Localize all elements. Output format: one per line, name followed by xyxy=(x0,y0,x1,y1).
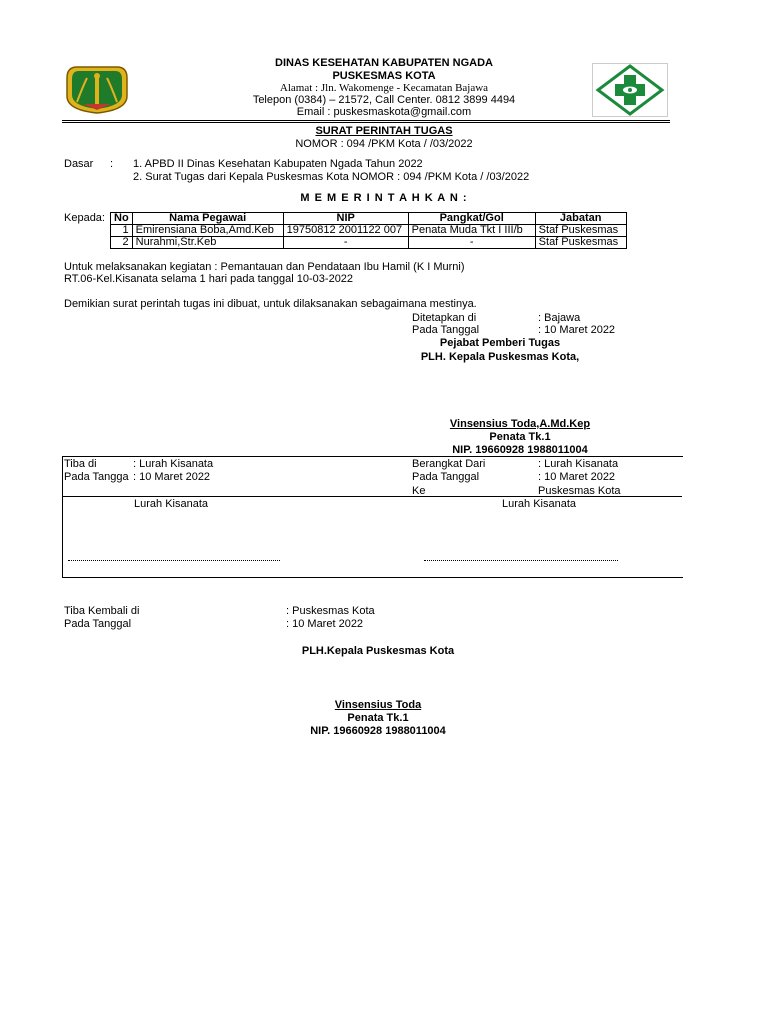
left-signature-line xyxy=(68,560,280,561)
closing-statement: Demikian surat perintah tugas ini dibuat, untuk dilaksanakan sebagaimana mestinya. xyxy=(64,298,477,310)
right-signatory: Lurah Kisanata xyxy=(502,498,576,510)
right-signature-line xyxy=(424,560,618,561)
destination-label: Ke xyxy=(412,485,426,497)
departure-label: Berangkat Dari xyxy=(412,458,486,470)
departure-value: : Lurah Kisanata xyxy=(538,458,619,470)
return-signer-name: Vinsensius Toda xyxy=(334,699,422,711)
arrival-label: Tiba di xyxy=(64,458,97,470)
puskesmas-logo xyxy=(592,63,668,117)
purpose-line-2: RT.06-Kel.Kisanata selama 1 hari pada tanggal 10-03-2022 xyxy=(64,273,354,285)
dasar-item-2: 2. Surat Tugas dari Kepala Puskesmas Kota NOMOR : 094 /PKM Kota / /03/2022 xyxy=(133,171,530,183)
purpose-line-1: Untuk melaksanakan kegiatan : Pemantauan dan Pendataan Ibu Hamil (K I Murni) xyxy=(64,261,465,273)
staff-table xyxy=(110,212,627,249)
signer-rank: Penata Tk.1 xyxy=(489,431,551,443)
table-row xyxy=(111,225,627,237)
memerintahkan-heading: M E M E R I N T A H K A N : xyxy=(300,192,468,204)
return-signer-nip: NIP. 19660928 1988011004 xyxy=(310,725,446,737)
dasar-colon: : xyxy=(110,158,114,170)
col-header-rank: Pangkat/Gol xyxy=(408,213,535,225)
signer-nip: NIP. 19660928 1988011004 xyxy=(452,444,588,456)
table-row xyxy=(111,237,627,249)
destination-value: Puskesmas Kota xyxy=(538,485,621,497)
official-role: PLH. Kepala Puskesmas Kota, xyxy=(420,351,580,363)
col-header-name: Nama Pegawai xyxy=(132,213,283,225)
cell-name: Nurahmi,Str.Keb xyxy=(132,237,283,249)
email-line: Email : puskesmaskota@gmail.com xyxy=(296,106,472,118)
letterhead-divider xyxy=(62,120,670,121)
signer-name: Vinsensius Toda,A.Md.Kep xyxy=(449,418,591,430)
ngada-emblem-logo xyxy=(63,64,131,114)
return-date-value: : 10 Maret 2022 xyxy=(286,618,364,630)
return-date-label: Pada Tanggal xyxy=(64,618,132,630)
return-role: PLH.Kepala Puskesmas Kota xyxy=(301,645,455,657)
col-header-no: No xyxy=(111,213,133,225)
cell-nip: - xyxy=(283,237,408,249)
address-line: Alamat : Jln. Wakomenge - Kecamatan Bajawa xyxy=(279,82,489,94)
cell-name: Emirensiana Boba,Amd.Keb xyxy=(132,225,283,237)
letter-number: NOMOR : 094 /PKM Kota / /03/2022 xyxy=(295,138,473,150)
cell-rank: - xyxy=(408,237,535,249)
issued-date-label: Pada Tanggal xyxy=(412,324,480,336)
col-header-nip: NIP xyxy=(283,213,408,225)
phone-line: Telepon (0384) – 21572, Call Center. 0812 3899 4494 xyxy=(252,94,516,106)
kepada-label: Kepada: xyxy=(64,212,105,224)
departure-date-label: Pada Tanggal xyxy=(412,471,480,483)
cell-no: 1 xyxy=(111,225,133,237)
cell-position: Staf Puskesmas xyxy=(535,225,626,237)
col-header-position: Jabatan xyxy=(535,213,626,225)
dasar-label: Dasar xyxy=(64,158,94,170)
cell-nip: 19750812 2001122 007 xyxy=(283,225,408,237)
letterhead-divider-thin xyxy=(62,122,670,123)
dasar-item-1: 1. APBD II Dinas Kesehatan Kabupaten Ngada Tahun 2022 xyxy=(133,158,423,170)
official-title: Pejabat Pemberi Tugas xyxy=(439,337,561,349)
arrival-value: : Lurah Kisanata xyxy=(133,458,214,470)
cell-position: Staf Puskesmas xyxy=(535,237,626,249)
departure-date-value: : 10 Maret 2022 xyxy=(538,471,616,483)
arrival-date-label: Pada Tangga xyxy=(64,471,129,483)
letter-title: SURAT PERINTAH TUGAS xyxy=(315,125,453,137)
clinic-name: PUSKESMAS KOTA xyxy=(332,70,436,82)
return-signer-rank: Penata Tk.1 xyxy=(347,712,409,724)
issued-date-value: : 10 Maret 2022 xyxy=(538,324,616,336)
cell-rank: Penata Muda Tkt I III/b xyxy=(408,225,535,237)
agency-name: DINAS KESEHATAN KABUPATEN NGADA xyxy=(275,57,493,69)
left-signatory: Lurah Kisanata xyxy=(134,498,208,510)
arrival-date-value: : 10 Maret 2022 xyxy=(133,471,211,483)
return-value: : Puskesmas Kota xyxy=(286,605,375,617)
cell-no: 2 xyxy=(111,237,133,249)
return-label: Tiba Kembali di xyxy=(64,605,140,617)
issued-place-label: Ditetapkan di xyxy=(412,312,477,324)
issued-place-value: : Bajawa xyxy=(538,312,581,324)
table-header-row xyxy=(111,213,627,225)
